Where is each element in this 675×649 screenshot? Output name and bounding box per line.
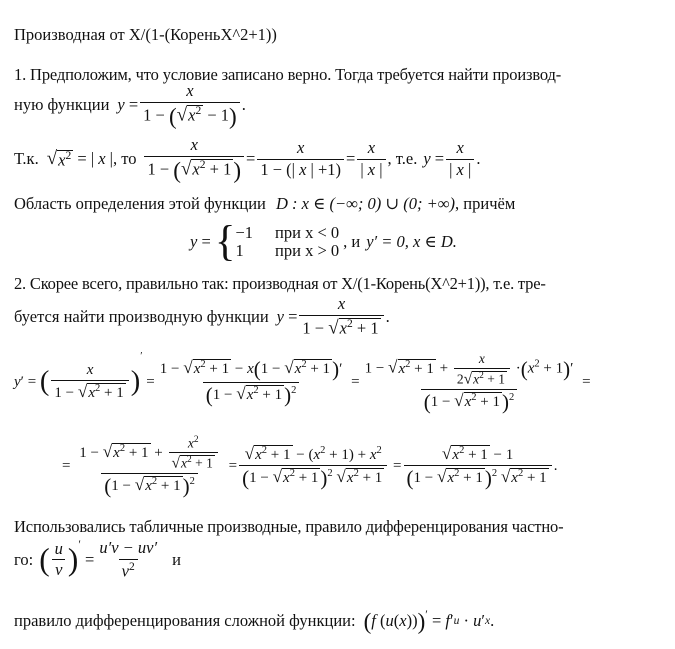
paragraph-2-line-2: буется найти производную функции y = $\frac{x}{1 - √x^2 + 1}$ . <box>14 294 390 338</box>
formula-2d-fraction: $\frac{x}{| x |}$ <box>446 140 474 178</box>
chain-rule-line: правило дифференцирования сложной функции: ( f ( u ( x )) ) ′ = f ′ u · u ′ x . <box>14 608 495 634</box>
case-positive-condition: при x > 0 <box>275 241 340 261</box>
paragraph-1-line-2: ную функции y = $\frac{x}{1 - (√x^2 - 1)}$ . <box>14 81 246 129</box>
chain-rule-text: правило дифференцирования сложной функции: <box>14 611 356 631</box>
case-positive-value: 1 <box>235 241 244 261</box>
cases-and: , и <box>343 232 361 252</box>
tk-te: , т.е. <box>387 149 418 169</box>
used-rules-line: Использовались табличные производные, правило дифференцирования частно- <box>14 517 564 536</box>
formula-1-fraction: $\frac{x}{1 - (√x^2 - 1)}$ <box>140 83 240 128</box>
case-negative-condition: при x < 0 <box>275 222 340 242</box>
paragraph-2-line-2-text: буется найти производную функции <box>14 306 269 326</box>
formula-3-fraction: $\frac{x}{1 - √x^2 + 1}$ <box>299 296 383 338</box>
derivative-step-2: = $1 - √x^2 + 1$ + $\frac{x^2}{√x^2 + 1}$ $(1 - √x^2 + 1)^2$ = $\frac{√x^2 + 1 - (x^2 + 1) + x^2}{(1 - √x^2 + 1)^2 √x^2 + 1}$ = $\frac{√x^2 + 1 - 1}{(1 - √x^2 + 1)^2 √x^2 + 1}$ . <box>62 435 558 499</box>
formula-2c-fraction: $\frac{x}{| x |}$ <box>357 140 385 178</box>
formula-2a-fraction: $\frac{x}{1 - (√x^2 + 1)}$ <box>144 137 244 182</box>
tk-line: Т.к. √ $x^2$ = | x | , то $\frac{x}{1 - (√x^2 + 1)}$ = $\frac{x}{1 - (| x | +1)}$ = $\frac{x}{| x |}$ , т.е. y = $\frac{x}{| x |}$ . <box>14 135 481 183</box>
formula-2b-fraction: $\frac{x}{1 - (| x | +1)}$ <box>257 140 344 178</box>
domain-text: Область определения этой функции <box>14 194 266 213</box>
cases-derivative: y′ = 0, x ∈ D. <box>366 232 457 252</box>
paragraph-1-line-1: 1. Предположим, что условие записано верно. Тогда требуется найти производ- <box>14 65 562 84</box>
quotient-rule-and: и <box>172 549 181 569</box>
derivative-step-1: y ′ = ( $\frac{x}{1 - √x^2 + 1}$ ) ′ = $\frac{1 - √x^2 + 1 - x(1 - √x^2 + 1)'}{(1 - √x^2 + 1)^2}$ = $1 - √x^2 + 1$ + $\frac{x}{2√x^2 + 1}$ $\cdot(x^2 + 1)'$ $(1 - √x^2 + 1)^2$ = <box>14 351 591 414</box>
domain-set: D : x ∈ (−∞; 0) ∪ (0; +∞) <box>276 194 456 213</box>
page-title: Производная от Х/(1-(КореньХ^2+1)) <box>14 25 277 44</box>
paragraph-1-line-2-text: ную функции <box>14 95 110 115</box>
quotient-rule-line: го: ( $\frac{u}{v}$ ) ′ = $\frac{u'v - uv'}{v^2}$ и <box>14 538 181 580</box>
quotient-rule-prefix: го: <box>14 549 34 569</box>
cases-formula: y = { −1 при x < 0 1 при x > 0 , и y′ = 0, x ∈ D. <box>190 218 457 265</box>
case-negative-value: −1 <box>235 222 254 242</box>
tk-prefix: Т.к. <box>14 149 39 169</box>
domain-line <box>14 196 515 213</box>
tk-to: , то <box>112 149 137 169</box>
domain-suffix: , причём <box>455 194 516 213</box>
paragraph-2-line-1: 2. Скорее всего, правильно так: производная от Х/(1-Корень(Х^2+1)), т.е. тре- <box>14 274 546 293</box>
